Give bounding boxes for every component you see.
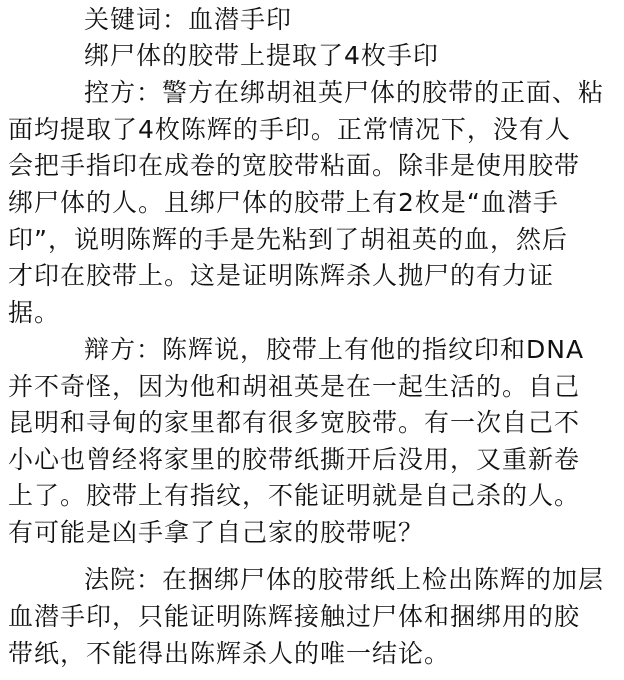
- court-line-2: 血潜手印，只能证明陈辉接触过尸体和捆绑用的胶: [8, 602, 581, 631]
- court-line-1: 法院：在捆绑尸体的胶带纸上检出陈辉的加层: [84, 565, 605, 594]
- prosecution-line-5: 印”，说明陈辉的手是先粘到了胡祖英的血，然后: [8, 225, 568, 254]
- prosecution-line-1: 控方：警方在绑胡祖英尸体的胶带的正面、粘: [84, 78, 605, 107]
- defense-line-1: 辩方：陈辉说，胶带上有他的指纹印和DNA: [84, 335, 585, 364]
- summary-line: 绑尸体的胶带上提取了4枚手印: [84, 41, 439, 70]
- defense-line-5: 上了。胶带上有指纹，不能证明就是自己杀的人。: [8, 481, 581, 510]
- keyword-line: 关键词：血潜手印: [84, 5, 293, 34]
- defense-line-6: 有可能是凶手拿了自己家的胶带呢？: [8, 518, 425, 547]
- prosecution-line-2: 面均提取了4枚陈辉的手印。正常情况下，没有人: [8, 115, 571, 144]
- defense-line-3: 昆明和寻甸的家里都有很多宽胶带。有一次自己不: [8, 408, 581, 437]
- court-line-3: 带纸，不能得出陈辉杀人的唯一结论。: [8, 639, 451, 668]
- prosecution-line-3: 会把手指印在成卷的宽胶带粘面。除非是使用胶带: [8, 151, 581, 180]
- defense-line-4: 小心也曾经将家里的胶带纸撕开后没用，又重新卷: [8, 445, 581, 474]
- prosecution-line-4: 绑尸体的人。且绑尸体的胶带上有2枚是“血潜手: [8, 188, 559, 217]
- prosecution-line-6: 才印在胶带上。这是证明陈辉杀人抛尸的有力证: [8, 261, 555, 290]
- defense-line-2: 并不奇怪，因为他和胡祖英是在一起生活的。自己: [8, 372, 581, 401]
- prosecution-line-7: 据。: [8, 298, 61, 327]
